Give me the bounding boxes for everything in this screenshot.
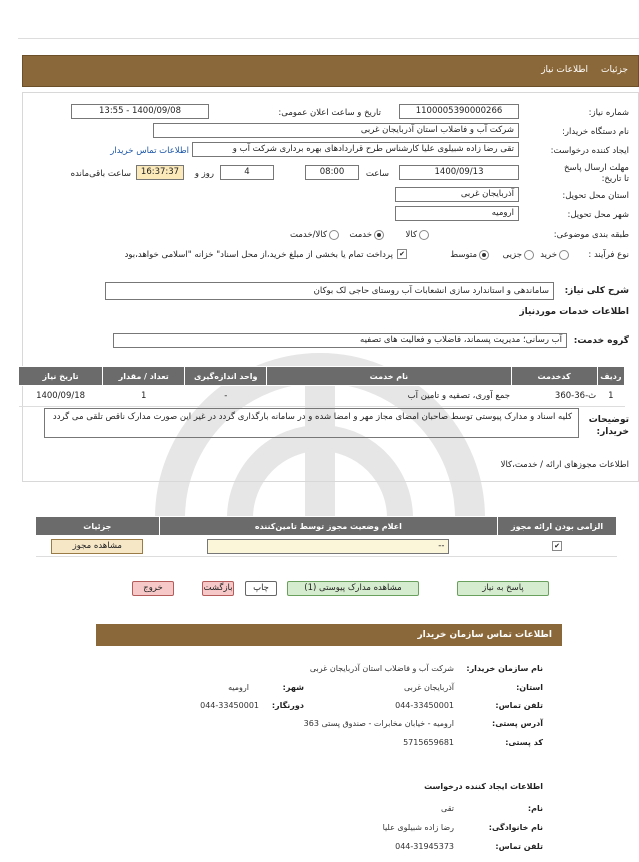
contact-fax-label: دورنگار:: [271, 701, 304, 710]
permit-row: [36, 536, 617, 557]
buyer-contact-link[interactable]: اطلاعات تماس خریدار: [110, 146, 189, 156]
contact-phone-value: 044-33450001: [395, 701, 454, 710]
category-goods-radio[interactable]: [419, 230, 429, 240]
cell-row: 1: [597, 386, 624, 407]
contact-fax-value: 044-33450001: [200, 701, 259, 710]
province-label: استان محل تحویل:: [562, 191, 629, 201]
requester-name-label: نام:: [527, 804, 543, 813]
creator-field: تقی رضا زاده شبیلوی علیا کارشناس طرح قراردادهای بهره برداری شرکت آب و: [192, 142, 519, 157]
summary-field: ساماندهی و استاندارد سازی انشعابات آب روستای حاجی لک بوکان: [105, 282, 554, 300]
contact-title: اطلاعات تماس سازمان خریدار: [417, 630, 552, 640]
process-medium-radio[interactable]: [479, 250, 489, 260]
requester-name-value: تقی: [441, 804, 454, 813]
cell-name: جمع آوری، تصفیه و تامین آب: [267, 386, 511, 407]
days-label: روز و: [194, 169, 214, 179]
col-code: کدخدمت: [511, 367, 597, 386]
address-value: ارومیه - خیابان مخابرات - صندوق پستی 363: [303, 719, 454, 728]
deadline-label: مهلت ارسال پاسخ تا تاریخ:: [564, 163, 629, 184]
col-qty: تعداد / مقدار: [103, 367, 185, 386]
contact-city-value: ارومیه: [228, 683, 249, 692]
service-group-label: گروه خدمت:: [573, 336, 629, 346]
category-service-radio[interactable]: [374, 230, 384, 240]
process-partial-radio[interactable]: [524, 250, 534, 260]
creator-label: ایجاد کننده درخواست:: [550, 146, 629, 156]
permit-status-cell: [159, 536, 498, 557]
col-row: ردیف: [597, 367, 624, 386]
category-label: طبقه بندی موضوعی:: [553, 230, 629, 240]
reply-button[interactable]: پاسخ به نیاز: [457, 581, 549, 596]
contact-province-value: آذربایجان غربی: [403, 683, 454, 692]
deadline-time-field: 08:00: [305, 165, 359, 180]
category-goods-label: کالا: [405, 230, 417, 240]
tab-details[interactable]: جزئیات: [601, 65, 628, 75]
time-label: ساعت: [365, 169, 389, 179]
top-divider: [18, 38, 639, 39]
contact-header-bar: [96, 624, 562, 646]
contact-province-label: استان:: [516, 683, 543, 692]
print-button[interactable]: چاپ: [245, 581, 277, 596]
deadline-date-field: 1400/09/13: [399, 165, 519, 180]
summary-label: شرح کلی نیاز:: [564, 286, 629, 296]
process-buy-label: خرید: [540, 250, 557, 260]
permit-required-checkbox[interactable]: ✔: [552, 541, 562, 551]
requester-phone-value: 044-31945373: [395, 842, 454, 851]
category-service-label: خدمت: [349, 230, 372, 240]
org-value: شرکت آب و فاضلاب استان آذربایجان غربی: [309, 664, 454, 673]
col-permit-details: جزئیات: [36, 517, 160, 536]
requester-title: اطلاعات ایجاد کننده درخواست: [424, 782, 543, 791]
exit-button[interactable]: خروج: [132, 581, 174, 596]
remaining-time-field: 16:37:37: [136, 165, 184, 180]
category-goods-service-label: کالا/خدمت: [290, 230, 327, 240]
permits-table: [35, 516, 617, 557]
back-button[interactable]: بازگشت: [202, 581, 234, 596]
permit-required-cell: [498, 536, 617, 557]
process-medium-label: متوسط: [450, 250, 477, 260]
remaining-label: ساعت باقی‌مانده: [70, 169, 131, 179]
col-permit-required: الزامی بودن ارائه مجوز: [498, 517, 617, 536]
requester-phone-label: تلفن تماس:: [495, 842, 543, 851]
payment-note: پرداخت تمام یا بخشی از مبلغ خرید،از محل اسناد" خزانه "اسلامی خواهد،بود: [124, 250, 393, 260]
buyer-notes-field: کلیه اسناد و مدارک پیوستی توسط صاحبان امضای مجاز مهر و امضا شده و در سامانه بارگذاری گردد در غیر این صورت مدارک ناقص تلقی می گردد: [44, 408, 579, 438]
postal-label: کد پستی:: [505, 738, 543, 747]
permit-details-cell: [36, 536, 160, 557]
payment-checkbox[interactable]: ✔: [397, 249, 407, 259]
attachments-button[interactable]: مشاهده مدارک پیوستی (1): [287, 581, 419, 596]
service-group-field: آب رسانی؛ مدیریت پسماند، فاضلاب و فعالیت های تصفیه: [113, 333, 567, 348]
announce-label: تاریخ و ساعت اعلان عمومی:: [278, 108, 381, 118]
buyer-label: نام دستگاه خریدار:: [562, 127, 629, 137]
city-field: ارومیه: [395, 206, 519, 221]
cell-unit: -: [185, 386, 267, 407]
permits-title: اطلاعات مجوزهای ارائه / خدمت،کالا: [500, 460, 629, 470]
province-field: آذربایجان غربی: [395, 187, 519, 202]
col-date: تاریخ نیاز: [19, 367, 103, 386]
services-title: اطلاعات خدمات موردنیاز: [519, 307, 629, 317]
permit-status-field[interactable]: --: [207, 539, 449, 554]
buyer-field: شرکت آب و فاضلاب استان آذربایجان غربی: [153, 123, 519, 138]
view-permit-button[interactable]: مشاهده مجوز: [51, 539, 143, 554]
need-number-field: 1100005390000266: [399, 104, 519, 119]
items-table: [18, 366, 625, 407]
contact-phone-label: تلفن تماس:: [495, 701, 543, 710]
process-partial-label: جزیی: [502, 250, 522, 260]
cell-qty: 1: [103, 386, 185, 407]
page-header-bar: [22, 55, 639, 87]
process-buy-radio[interactable]: [559, 250, 569, 260]
address-label: آدرس پستی:: [492, 719, 543, 728]
buyer-notes-label: توضیحات خریدار:: [588, 415, 629, 437]
col-unit: واحد اندازه‌گیری: [185, 367, 267, 386]
process-label: نوع فرآیند :: [588, 250, 629, 260]
city-label: شهر محل تحویل:: [567, 210, 629, 220]
cell-date: 1400/09/18: [19, 386, 103, 407]
category-goods-service-radio[interactable]: [329, 230, 339, 240]
days-field: 4: [220, 165, 274, 180]
col-permit-status: اعلام وضعیت مجوز توسط تامین‌کننده: [159, 517, 498, 536]
table-row: [19, 386, 625, 407]
need-number-label: شماره نیاز:: [588, 108, 629, 118]
requester-family-value: رضا زاده شبیلوی علیا: [382, 823, 454, 832]
tab-need-info[interactable]: اطلاعات نیاز: [541, 65, 588, 75]
postal-value: 5715659681: [403, 738, 454, 747]
requester-family-label: نام خانوادگی:: [488, 823, 543, 832]
cell-code: ث-36-360: [511, 386, 597, 407]
announce-field: 1400/09/08 - 13:55: [71, 104, 209, 119]
org-label: نام سازمان خریدار:: [466, 664, 543, 673]
col-name: نام خدمت: [267, 367, 511, 386]
contact-city-label: شهر:: [282, 683, 304, 692]
